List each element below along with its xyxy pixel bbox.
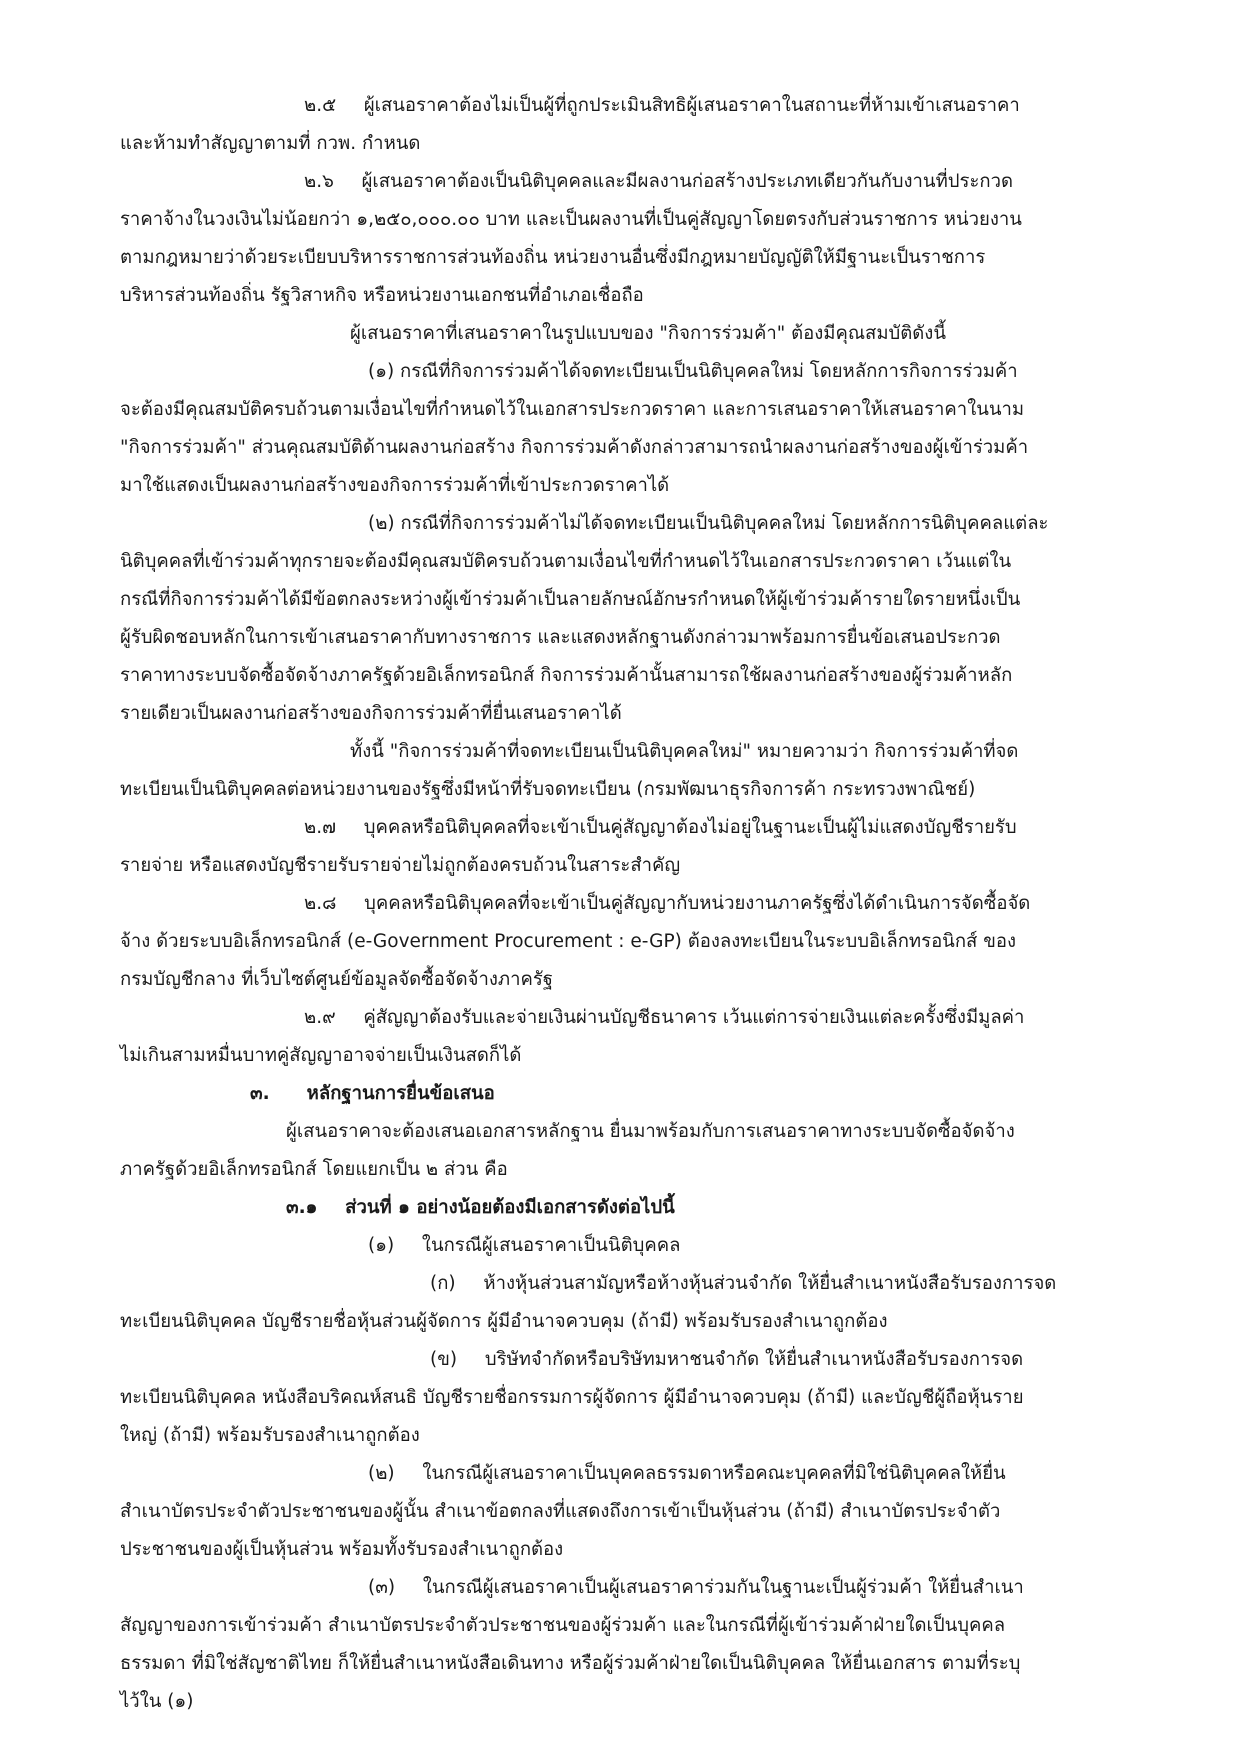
- text-line: บริหารส่วนท้องถิ่น รัฐวิสาหกิจ หรือหน่วยงานเอกชนที่อำเภอเชื่อถือ: [120, 285, 644, 306]
- text-line: "กิจการร่วมค้า" ส่วนคุณสมบัติด้านผลงานก่อสร้าง กิจการร่วมค้าดังกล่าวสามารถนำผลงานก่อสร้างของผู้เข้าร่วมค้า: [120, 437, 1029, 458]
- text-line: (ก) ห้างหุ้นส่วนสามัญหรือห้างหุ้นส่วนจำกัด ให้ยื่นสำเนาหนังสือรับรองการจด: [430, 1273, 1057, 1294]
- text-line: ๒.๙ คู่สัญญาต้องรับและจ่ายเงินผ่านบัญชีธนาคาร เว้นแต่การจ่ายเงินแต่ละครั้งซึ่งมีมูลค่า: [304, 1007, 1025, 1028]
- text-line: (๒) ในกรณีผู้เสนอราคาเป็นบุคคลธรรมดาหรือคณะบุคคลที่มิใช่นิติบุคคลให้ยื่น: [368, 1463, 1006, 1484]
- text-line: ตามกฎหมายว่าด้วยระเบียบบริหารราชการส่วนท้องถิ่น หน่วยงานอื่นซึ่งมีกฎหมายบัญญัติให้มีฐานะเป็นราชการ: [120, 247, 986, 268]
- text-line: สัญญาของการเข้าร่วมค้า สำเนาบัตรประจำตัวประชาชนของผู้ร่วมค้า และในกรณีที่ผู้เข้าร่วมค้าฝ่ายใดเป็นบุคคล: [120, 1615, 1006, 1636]
- text-line: จะต้องมีคุณสมบัติครบถ้วนตามเงื่อนไขที่กำหนดไว้ในเอกสารประกวดราคา และการเสนอราคาให้เสนอราคาในนาม: [120, 399, 1025, 420]
- text-line: ใหญ่ (ถ้ามี) พร้อมรับรองสำเนาถูกต้อง: [120, 1425, 420, 1446]
- text-line: รายเดียวเป็นผลงานก่อสร้างของกิจการร่วมค้าที่ยื่นเสนอราคาได้: [120, 703, 622, 724]
- text-line: ทะเบียนนิติบุคคล หนังสือบริคณห์สนธิ บัญชีรายชื่อกรรมการผู้จัดการ ผู้มีอำนาจควบคุม (ถ้ามี) และบัญชีผู้ถือหุ้นราย: [120, 1387, 1024, 1408]
- text-line: ทะเบียนนิติบุคคล บัญชีรายชื่อหุ้นส่วนผู้จัดการ ผู้มีอำนาจควบคุม (ถ้ามี) พร้อมรับรองสำเนาถูกต้อง: [120, 1311, 888, 1332]
- text-line: (๒) กรณีที่กิจการร่วมค้าไม่ได้จดทะเบียนเป็นนิติบุคคลใหม่ โดยหลักการนิติบุคคลแต่ละ: [368, 513, 1049, 534]
- text-line: นิติบุคคลที่เข้าร่วมค้าทุกรายจะต้องมีคุณสมบัติครบถ้วนตามเงื่อนไขที่กำหนดไว้ในเอกสารประกวดราคา เว้นแต่ใน: [120, 551, 1012, 572]
- text-line: สำเนาบัตรประจำตัวประชาชนของผู้นั้น สำเนาข้อตกลงที่แสดงถึงการเข้าเป็นหุ้นส่วน (ถ้ามี) สำเนาบัตรประจำตัว: [120, 1501, 1001, 1522]
- subsection-heading: ๓.๑ ส่วนที่ ๑ อย่างน้อยต้องมีเอกสารดังต่อไปนี้: [286, 1197, 675, 1218]
- text-line: กรณีที่กิจการร่วมค้าได้มีข้อตกลงระหว่างผู้เข้าร่วมค้าเป็นลายลักษณ์อักษรกำหนดให้ผู้เข้าร่วมค้ารายใดรายหนึ่งเป็น: [120, 589, 1021, 610]
- text-line: ทะเบียนเป็นนิติบุคคลต่อหน่วยงานของรัฐซึ่งมีหน้าที่รับจดทะเบียน (กรมพัฒนาธุรกิจการค้า กระทรวงพาณิชย์): [120, 779, 976, 800]
- text-line: (๑) ในกรณีผู้เสนอราคาเป็นนิติบุคคล: [368, 1235, 681, 1256]
- text-line: ธรรมดา ที่มิใช่สัญชาติไทย ก็ให้ยื่นสำเนาหนังสือเดินทาง หรือผู้ร่วมค้าฝ่ายใดเป็นนิติบุคคล ให้ยื่นเอกสาร ตามที่ระบุ: [120, 1653, 1021, 1674]
- text-line: ทั้งนี้ "กิจการร่วมค้าที่จดทะเบียนเป็นนิติบุคคลใหม่" หมายความว่า กิจการร่วมค้าที่จด: [350, 741, 1019, 762]
- text-line: มาใช้แสดงเป็นผลงานก่อสร้างของกิจการร่วมค้าที่เข้าประกวดราคาได้: [120, 475, 670, 496]
- text-line: และห้ามทำสัญญาตามที่ กวพ. กำหนด: [120, 133, 421, 154]
- text-line: ไม่เกินสามหมื่นบาทคู่สัญญาอาจจ่ายเป็นเงินสดก็ได้: [120, 1045, 522, 1066]
- text-line: ราคาจ้างในวงเงินไม่น้อยกว่า ๑,๒๕๐,๐๐๐.๐๐ บาท และเป็นผลงานที่เป็นคู่สัญญาโดยตรงกับส่วนราชการ หน่วยงาน: [120, 209, 1022, 230]
- text-line: จ้าง ด้วยระบบอิเล็กทรอนิกส์ (e-Government Procurement : e-GP) ต้องลงทะเบียนในระบบอิเล็กทรอนิกส์ ของ: [120, 931, 1016, 952]
- text-line: (๑) กรณีที่กิจการร่วมค้าได้จดทะเบียนเป็นนิติบุคคลใหม่ โดยหลักการกิจการร่วมค้า: [368, 361, 1018, 382]
- text-line: รายจ่าย หรือแสดงบัญชีรายรับรายจ่ายไม่ถูกต้องครบถ้วนในสาระสำคัญ: [120, 855, 681, 876]
- text-line: ราคาทางระบบจัดซื้อจัดจ้างภาครัฐด้วยอิเล็กทรอนิกส์ กิจการร่วมค้านั้นสามารถใช้ผลงานก่อสร้างของผู้ร่วมค้าหลัก: [120, 665, 1013, 686]
- text-line: ไว้ใน (๑): [120, 1691, 194, 1712]
- text-line: ผู้เสนอราคาที่เสนอราคาในรูปแบบของ "กิจการร่วมค้า" ต้องมีคุณสมบัติดังนี้: [350, 323, 946, 344]
- text-line: กรมบัญชีกลาง ที่เว็บไซต์ศูนย์ข้อมูลจัดซื้อจัดจ้างภาครัฐ: [120, 969, 554, 990]
- text-line: ผู้เสนอราคาจะต้องเสนอเอกสารหลักฐาน ยื่นมาพร้อมกับการเสนอราคาทางระบบจัดซื้อจัดจ้าง: [286, 1121, 1015, 1142]
- text-line: ภาครัฐด้วยอิเล็กทรอนิกส์ โดยแยกเป็น ๒ ส่วน คือ: [120, 1159, 508, 1180]
- text-line: ๒.๗ บุคคลหรือนิติบุคคลที่จะเข้าเป็นคู่สัญญาต้องไม่อยู่ในฐานะเป็นผู้ไม่แสดงบัญชีรายรับ: [304, 817, 1017, 838]
- text-line: ๒.๕ ผู้เสนอราคาต้องไม่เป็นผู้ที่ถูกประเมินสิทธิผู้เสนอราคาในสถานะที่ห้ามเข้าเสนอราคา: [304, 95, 1020, 116]
- text-line: ผู้รับผิดชอบหลักในการเข้าเสนอราคากับทางราชการ และแสดงหลักฐานดังกล่าวมาพร้อมการยื่นข้อเสนอประกวด: [120, 627, 1001, 648]
- text-line: (ข) บริษัทจำกัดหรือบริษัทมหาชนจำกัด ให้ยื่นสำเนาหนังสือรับรองการจด: [430, 1349, 1024, 1370]
- text-line: (๓) ในกรณีผู้เสนอราคาเป็นผู้เสนอราคาร่วมกันในฐานะเป็นผู้ร่วมค้า ให้ยื่นสำเนา: [368, 1577, 1024, 1598]
- text-line: ประชาชนของผู้เป็นหุ้นส่วน พร้อมทั้งรับรองสำเนาถูกต้อง: [120, 1539, 564, 1560]
- text-line: ๒.๖ ผู้เสนอราคาต้องเป็นนิติบุคคลและมีผลงานก่อสร้างประเภทเดียวกันกับงานที่ประกวด: [304, 171, 1013, 192]
- section-heading: ๓. หลักฐานการยื่นข้อเสนอ: [250, 1083, 495, 1104]
- text-line: ๒.๘ บุคคลหรือนิติบุคคลที่จะเข้าเป็นคู่สัญญากับหน่วยงานภาครัฐซึ่งได้ดำเนินการจัดซื้อจัด: [304, 893, 1031, 914]
